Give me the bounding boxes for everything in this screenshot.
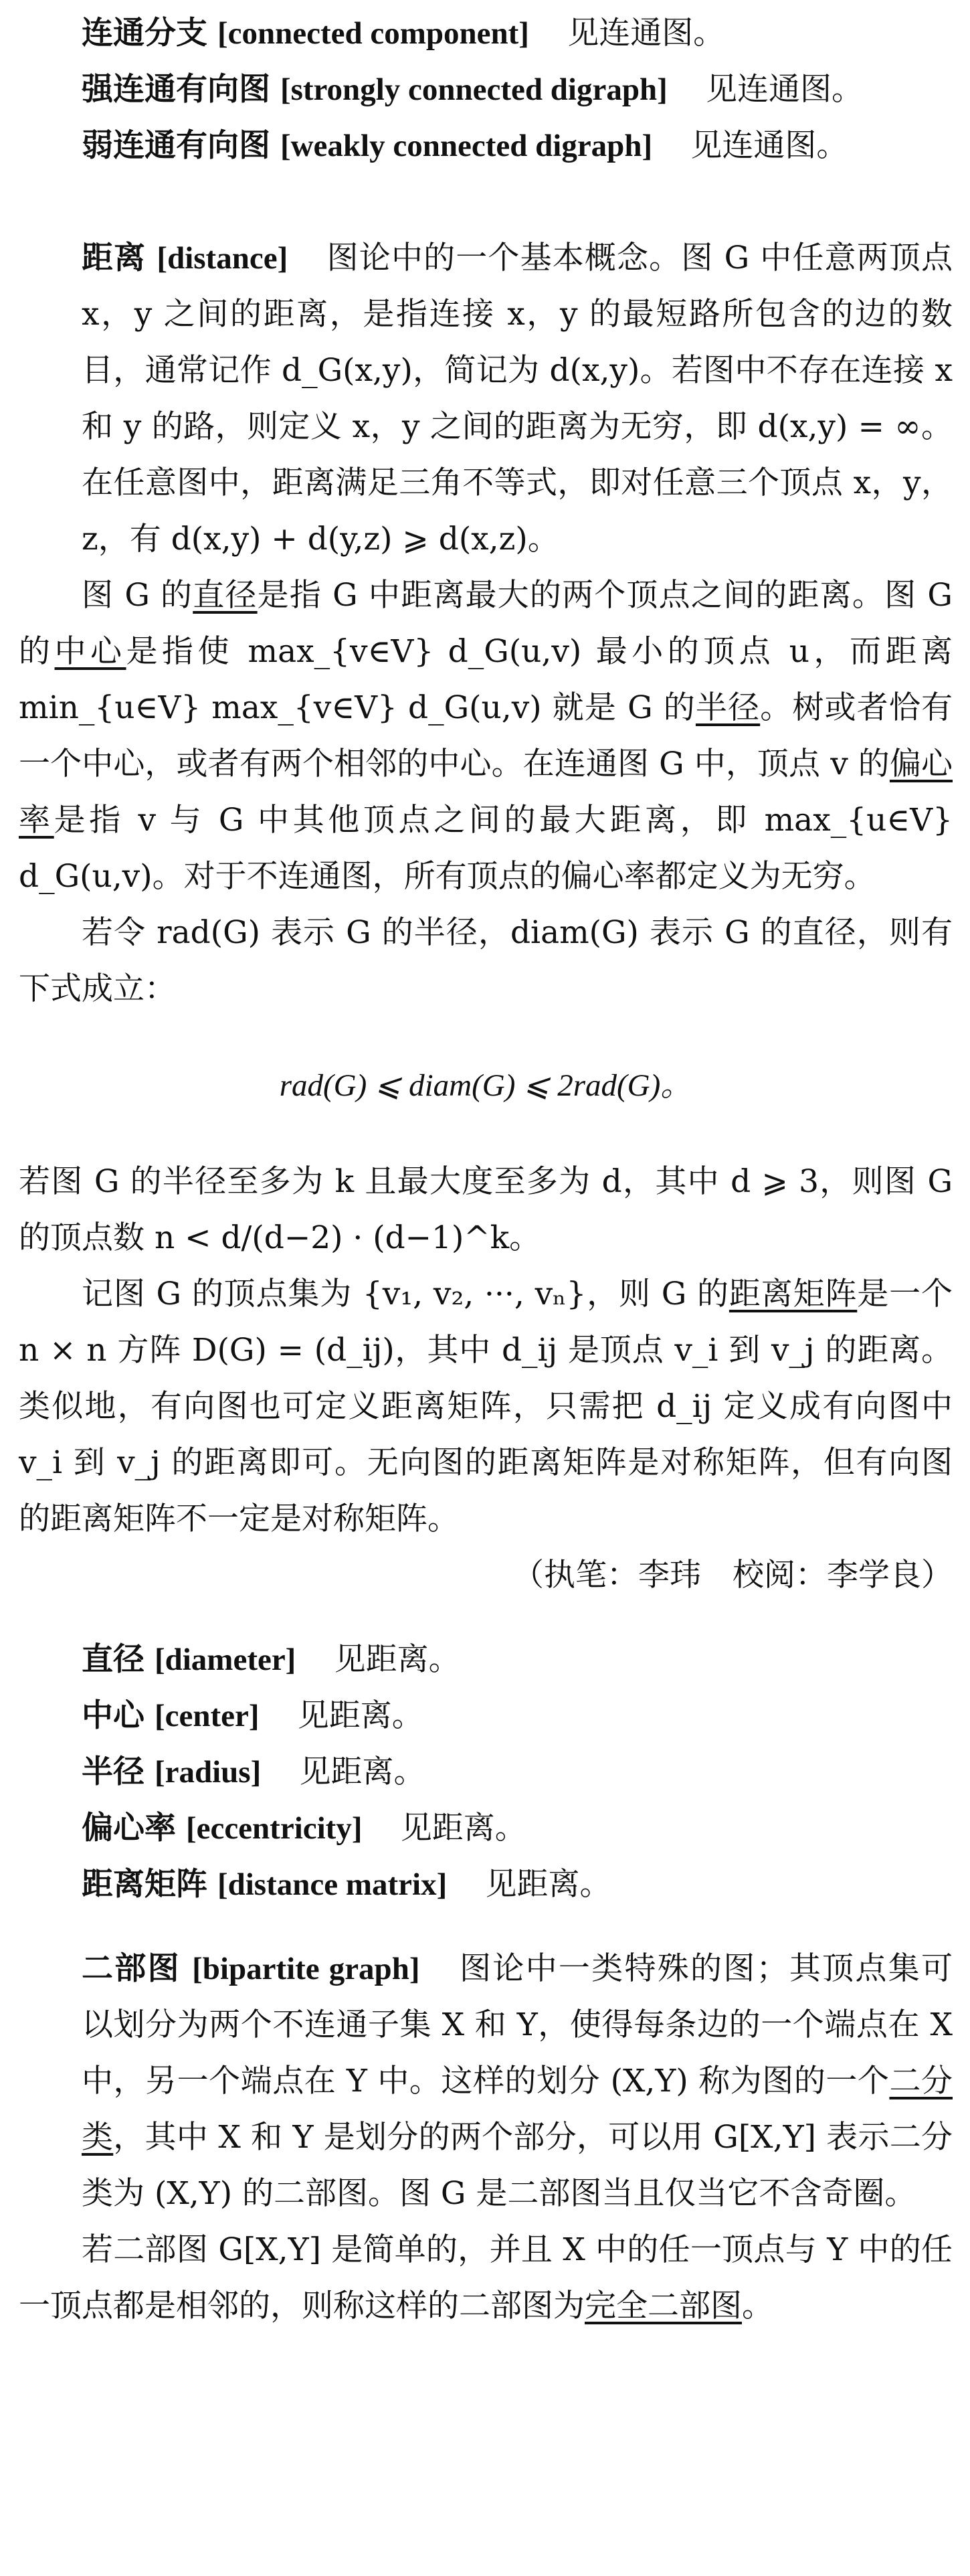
entry-see-reference[interactable]: 见连通图。 xyxy=(567,15,725,52)
text-fragment: 图 G 的 xyxy=(82,577,193,614)
entry-see-reference[interactable]: 见距离。 xyxy=(297,1697,423,1734)
entry-radius xyxy=(19,1744,953,1800)
text-fragment: 记图 G 的顶点集为 {v₁, v₂, ···, vₙ}，则 G 的 xyxy=(82,1276,729,1312)
entry-english: [connected component] xyxy=(217,16,529,51)
entry-bipartite-graph xyxy=(19,1941,953,2222)
entry-see-reference[interactable]: 见距离。 xyxy=(485,1866,611,1903)
entry-weakly-connected-digraph xyxy=(19,118,953,174)
entry-term: 连通分支 xyxy=(82,15,207,52)
entry-eccentricity xyxy=(19,1800,953,1857)
distance-paragraph-5 xyxy=(19,1266,953,1547)
radius-term-underlined: 半径 xyxy=(695,689,761,726)
distance-paragraph-1: 图论中的一个基本概念。图 G 中任意两顶点 x，y 之间的距离，是指连接 x，y 的最短路所包含的边的数目，通常记作 d_G(x,y)，简记为 d(x,y)。若图中不存在连接 x 和 y 的路，则定义 x，y 之间的距离为无穷，即 d(x,y) = ∞。在任意图中，距离满足三角不等式，即对任意三个顶点 x，y，z，有 d(x,y) + d(y,z) ⩾ d(x,z)。 xyxy=(82,240,953,557)
text-fragment: 是指 G 中距离最大的两个顶点之间的距离。图 G 的 xyxy=(19,577,953,670)
author-credit: （执笔：李玮 校阅：李学良） xyxy=(512,1557,953,1594)
entry-term: 弱连通有向图 xyxy=(82,127,270,164)
distance-matrix-term-underlined: 距离矩阵 xyxy=(729,1276,858,1312)
entry-english: [eccentricity] xyxy=(185,1811,363,1846)
entry-english: [radius] xyxy=(154,1755,262,1790)
text-fragment: 。 xyxy=(742,2288,773,2324)
center-term-underlined: 中心 xyxy=(54,633,126,670)
text-fragment: 若二部图 G[X,Y] 是简单的，并且 X 中的任一顶点与 Y 中的任一顶点都是相邻的，则称这样的二部图为 xyxy=(19,2231,953,2324)
entry-see-reference[interactable]: 见距离。 xyxy=(334,1641,460,1678)
radius-diameter-formula: rad(G) ⩽ diam(G) ⩽ 2rad(G)。 xyxy=(279,1068,692,1103)
text-fragment: 是指 v 与 G 中其他顶点之间的最大距离，即 max_{u∈V} d_G(u,v)。对于不连通图，所有顶点的偏心率都定义为无穷。 xyxy=(19,802,953,895)
text-fragment: 是指使 max_{v∈V} d_G(u,v) 最小的顶点 u，而距离 min_{u∈V} max_{v∈V} d_G(u,v) 就是 G 的 xyxy=(19,633,953,726)
entry-english: [center] xyxy=(154,1699,260,1733)
text-fragment: ，其中 X 和 Y 是划分的两个部分，可以用 G[X,Y] 表示二分类为 (X,Y) 的二部图。图 G 是二部图当且仅当它不含奇圈。 xyxy=(82,2119,953,2212)
entry-distance xyxy=(19,230,953,568)
text-fragment: 是一个 n × n 方阵 D(G) = (d_ij)，其中 d_ij 是顶点 v_i 到 v_j 的距离。类似地，有向图也可定义距离矩阵，只需把 d_ij 定义成有向图中 v_i 到 v_j 的距离即可。无向图的距离矩阵是对称矩阵，但有向图的距离矩阵不一定是对称矩阵。 xyxy=(19,1276,953,1537)
entry-see-reference[interactable]: 见连通图。 xyxy=(690,127,848,164)
entry-term: 中心 xyxy=(82,1697,144,1734)
entry-term: 偏心率 xyxy=(82,1810,176,1847)
entry-term: 二部图 xyxy=(82,1950,181,1987)
complete-bipartite-term-underlined: 完全二部图 xyxy=(585,2288,742,2324)
eccentricity-term-underlined: 偏心率 xyxy=(19,746,953,839)
entry-see-reference[interactable]: 见距离。 xyxy=(299,1753,425,1790)
entry-term: 半径 xyxy=(82,1753,144,1790)
entry-term: 直径 xyxy=(82,1641,144,1678)
bipartite-paragraph-2 xyxy=(19,2222,953,2334)
entry-strongly-connected-digraph xyxy=(19,62,953,118)
entry-english: [diameter] xyxy=(154,1642,296,1677)
entry-term: 距离矩阵 xyxy=(82,1866,207,1903)
short-entries xyxy=(19,1632,953,1913)
entry-english: [distance matrix] xyxy=(217,1867,448,1902)
entry-diameter xyxy=(19,1632,953,1688)
entry-connected-component xyxy=(19,5,953,62)
entry-distance-matrix xyxy=(19,1857,953,1913)
diameter-term-underlined: 直径 xyxy=(193,577,258,614)
entry-see-reference[interactable]: 见距离。 xyxy=(400,1810,526,1847)
distance-paragraph-4: 若图 G 的半径至多为 k 且最大度至多为 d，其中 d ⩾ 3，则图 G 的顶点数 n < d/(d−2) · (d−1)^k。 xyxy=(19,1163,953,1256)
entry-english: [distance] xyxy=(157,241,288,276)
bipartition-term-underlined: 二分类 xyxy=(82,2063,953,2156)
entry-term: 距离 xyxy=(82,240,147,276)
distance-paragraph-3: 若令 rad(G) 表示 G 的半径，diam(G) 表示 G 的直径，则有下式成立： xyxy=(19,914,953,1007)
text-fragment: 图论中一类特殊的图；其顶点集可以划分为两个不连通子集 X 和 Y，使得每条边的一个端点在 X 中，另一个端点在 Y 中。这样的划分 (X,Y) 称为图的一个 xyxy=(82,1950,953,2099)
entry-english: [bipartite graph] xyxy=(192,1952,420,1986)
entry-term: 强连通有向图 xyxy=(82,71,270,108)
entry-english: [strongly connected digraph] xyxy=(280,72,668,107)
text-fragment: 。树或者恰有一个中心，或者有两个相邻的中心。在连通图 G 中，顶点 v 的 xyxy=(19,689,953,782)
distance-paragraph-2 xyxy=(19,568,953,905)
entry-center xyxy=(19,1688,953,1744)
entry-see-reference[interactable]: 见连通图。 xyxy=(706,71,864,108)
entry-english: [weakly connected digraph] xyxy=(280,128,653,163)
